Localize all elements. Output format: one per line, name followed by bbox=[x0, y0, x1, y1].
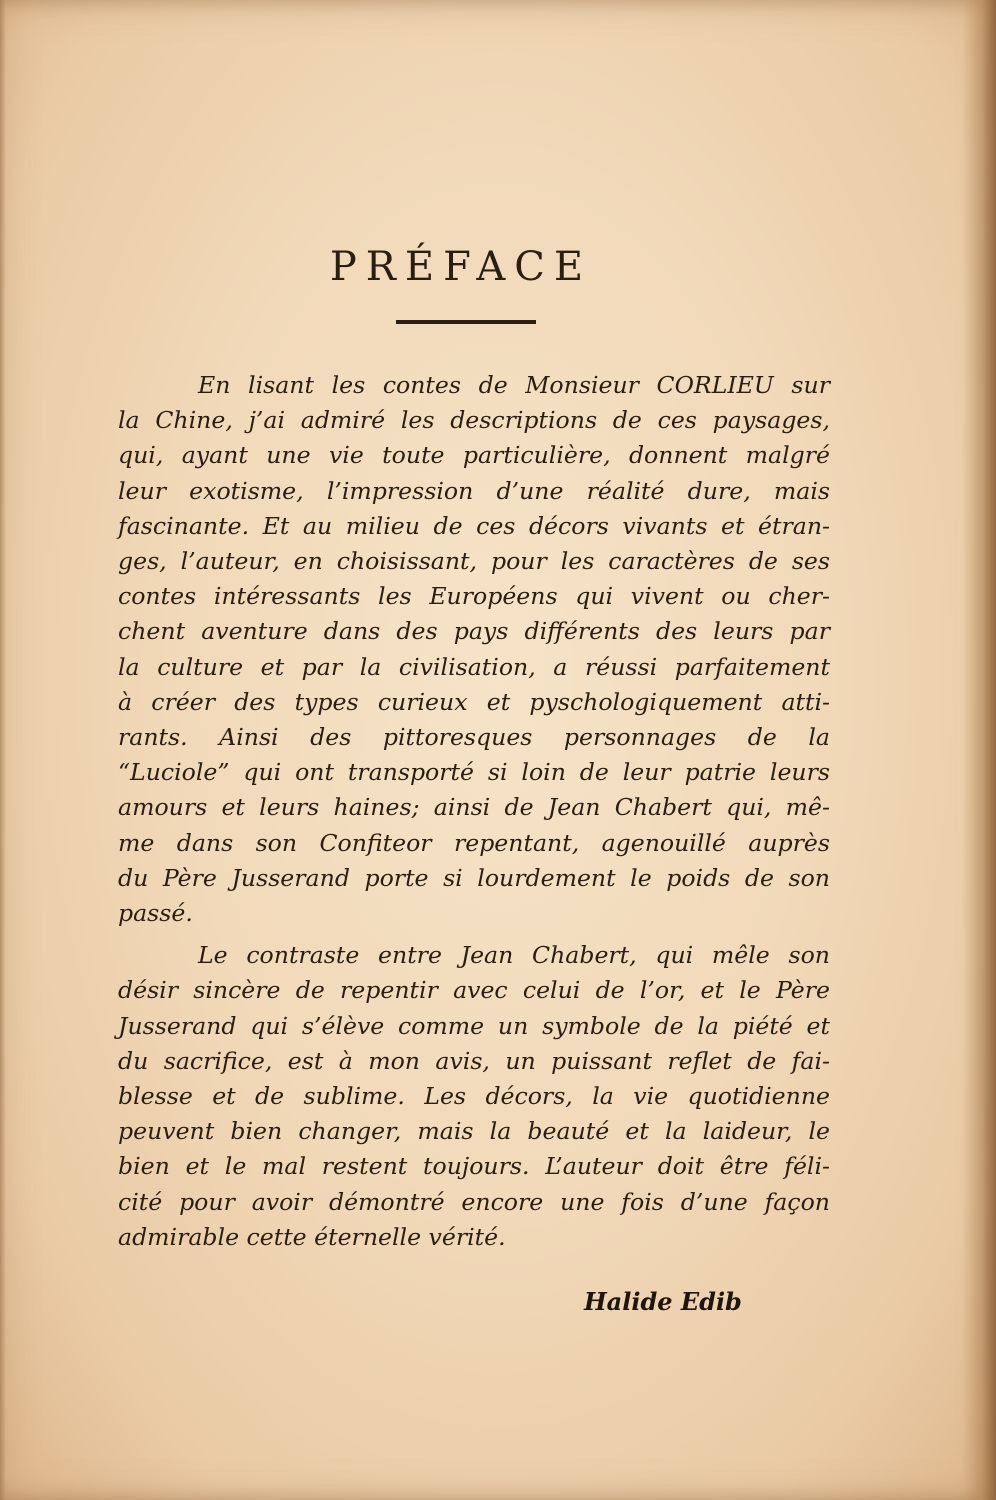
page-left-edge bbox=[0, 0, 6, 1500]
title-divider bbox=[396, 320, 536, 324]
text-line: me dans son Confiteor repentant, agenouillé auprès bbox=[118, 828, 830, 857]
text-line: à créer des types curieux et pyschologiquement atti- bbox=[118, 687, 830, 716]
text-line: Jusserand qui s’élève comme un symbole de la piété et bbox=[118, 1011, 830, 1040]
text-line: la culture et par la civilisation, a réussi parfaitement bbox=[118, 652, 830, 681]
text-line: blesse et de sublime. Les décors, la vie quotidienne bbox=[118, 1082, 830, 1111]
text-line: admirable cette éternelle vérité. bbox=[118, 1222, 506, 1251]
text-line: passé. bbox=[118, 899, 193, 928]
text-line: leur exotisme, l’impression d’une réalité dure, mais bbox=[118, 476, 830, 505]
text-line: “Luciole” qui ont transporté si loin de leur patrie leurs bbox=[118, 758, 830, 787]
text-line: bien et le mal restent toujours. L’auteur doit être féli- bbox=[118, 1152, 830, 1181]
text-line: En lisant les contes de Monsieur CORLIEU sur bbox=[198, 371, 830, 399]
paragraph-1 bbox=[118, 368, 830, 931]
text-line: du sacrifice, est à mon avis, un puissant reflet de fai- bbox=[118, 1046, 830, 1075]
text-line: qui, ayant une vie toute particulière, donnent malgré bbox=[118, 441, 830, 470]
text-line: chent aventure dans des pays différents des leurs par bbox=[118, 617, 830, 646]
page-title: PRÉFACE bbox=[329, 244, 593, 290]
text-line: fascinante. Et au milieu de ces décors vivants et étran- bbox=[118, 511, 830, 540]
author-signature: Halide Edib bbox=[584, 1287, 742, 1316]
text-line: la Chine, j’ai admiré les descriptions de ces paysages, bbox=[118, 406, 830, 435]
text-line: ges, l’auteur, en choisissant, pour les caractères de ses bbox=[118, 547, 830, 576]
text-line: peuvent bien changer, mais la beauté et la laideur, le bbox=[118, 1117, 830, 1146]
paragraph-gap bbox=[118, 931, 830, 938]
paragraph-2 bbox=[118, 938, 830, 1255]
text-line: du Père Jusserand porte si lourdement le poids de son bbox=[118, 863, 830, 892]
text-line: Le contraste entre Jean Chabert, qui mêle son bbox=[198, 941, 830, 970]
text-line: désir sincère de repentir avec celui de l’or, et le Père bbox=[118, 976, 830, 1005]
text-line: amours et leurs haines; ainsi de Jean Chabert qui, mê- bbox=[118, 793, 830, 822]
text-line: rants. Ainsi des pittoresques personnages de la bbox=[118, 723, 830, 752]
page-right-edge bbox=[962, 0, 996, 1500]
preface-body bbox=[118, 368, 830, 1255]
text-line: contes intéressants les Européens qui vivent ou cher- bbox=[118, 582, 830, 611]
text-line: cité pour avoir démontré encore une fois d’une façon bbox=[118, 1187, 830, 1216]
